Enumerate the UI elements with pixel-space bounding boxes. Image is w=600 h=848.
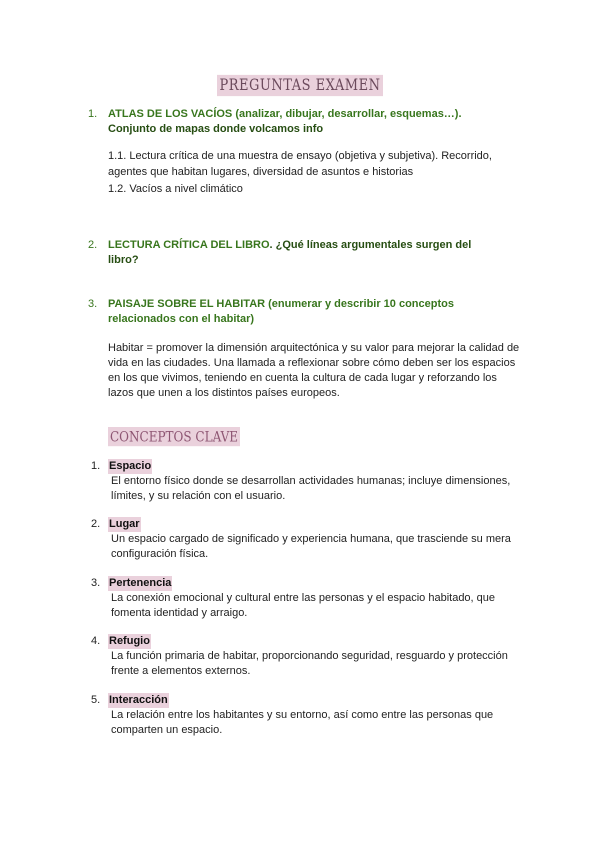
concept-item bbox=[91, 459, 518, 504]
habitar-paragraph: Habitar = promover la dimensión arquitectónica y su valor para mejorar la calidad de vida en las ciudades. Una llamada a reflexionar sobre cómo deben ser los espacios en los que vivimos, teniendo en cuenta la cultura de cada lugar y reforzando los lazos que unen a los distintos países europeos. bbox=[108, 342, 520, 399]
question-1-heading: ATLAS DE LOS VACÍOS (analizar, dibujar, desarrollar, esquemas…). bbox=[108, 108, 462, 120]
q1-sub-line-1: 1.1. Lectura crítica de una muestra de ensayo (objetiva y subjetiva). Recorrido, bbox=[108, 150, 492, 162]
concept-description: La conexión emocional y cultural entre las personas y el espacio habitado, que fomenta identidad y arraigo. bbox=[111, 592, 496, 619]
question-1-number: 1. bbox=[88, 108, 98, 120]
q1-sub-line-3: 1.2. Vacíos a nivel climático bbox=[108, 183, 243, 195]
concept-name: Interacción bbox=[109, 694, 168, 706]
question-3-heading: PAISAJE SOBRE EL HABITAR (enumerar y describir 10 conceptos bbox=[108, 298, 454, 310]
question-2-heading-part1: LECTURA CRÍTICA DEL LIBRO bbox=[108, 239, 270, 251]
question-2-heading-part2: . ¿Qué líneas argumentales surgen del bbox=[269, 239, 472, 251]
page-title: PREGUNTAS EXAMEN bbox=[217, 75, 384, 96]
concept-item bbox=[91, 634, 518, 679]
concept-number: 2. bbox=[91, 518, 101, 530]
question-2-heading-line2: libro? bbox=[108, 254, 139, 266]
q1-sub-line-2: agentes que habitan lugares, diversidad de asuntos e historias bbox=[108, 166, 414, 178]
question-2-number: 2. bbox=[88, 239, 98, 251]
concept-description: La función primaria de habitar, proporcionando seguridad, resguardo y protección frente a elementos externos. bbox=[111, 650, 508, 677]
question-3-heading-line2: relacionados con el habitar) bbox=[108, 313, 255, 325]
concept-name: Pertenencia bbox=[109, 577, 172, 589]
concept-number: 3. bbox=[91, 577, 101, 589]
concept-item bbox=[91, 517, 518, 562]
concept-description: Un espacio cargado de significado y experiencia humana, que trasciende su mera configuración física. bbox=[111, 533, 511, 560]
concept-number: 4. bbox=[91, 635, 101, 647]
concept-name: Espacio bbox=[109, 460, 152, 472]
concept-name: Refugio bbox=[109, 635, 150, 647]
question-1-heading-line2: Conjunto de mapas donde volcamos info bbox=[108, 123, 324, 135]
concept-item bbox=[91, 693, 518, 738]
title-wrapper bbox=[0, 76, 600, 94]
question-3 bbox=[88, 297, 508, 327]
concept-number: 5. bbox=[91, 694, 101, 706]
concept-description: La relación entre los habitantes y su entorno, así como entre las personas que comparten un espacio. bbox=[111, 709, 494, 736]
question-1 bbox=[88, 107, 508, 137]
concepts-title: CONCEPTOS CLAVE bbox=[110, 428, 239, 445]
concept-name: Lugar bbox=[109, 518, 140, 530]
question-3-number: 3. bbox=[88, 298, 98, 310]
concept-description: El entorno físico donde se desarrollan actividades humanas; incluye dimensiones, límites, y su relación con el usuario. bbox=[111, 475, 511, 502]
concept-number: 1. bbox=[91, 460, 101, 472]
question-2 bbox=[88, 238, 508, 268]
concept-item bbox=[91, 576, 518, 621]
